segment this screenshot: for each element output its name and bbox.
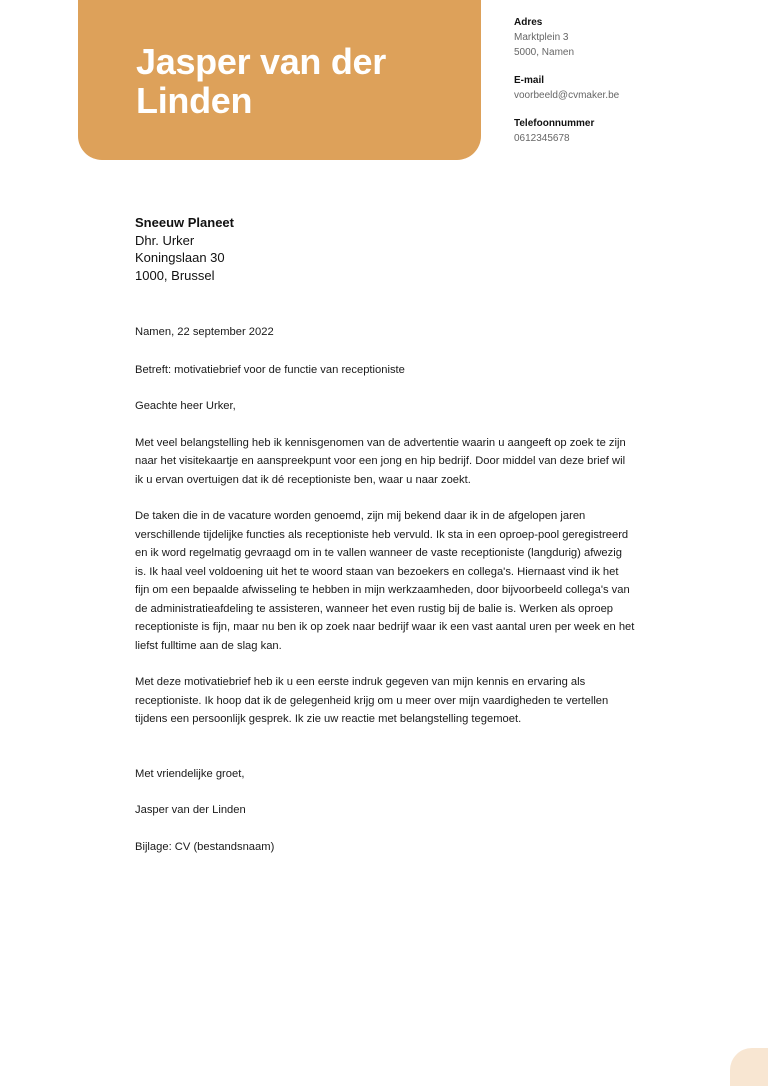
letter-body [135,323,635,856]
contact-address [514,16,754,60]
letter-salutation: Geachte heer Urker, [135,400,236,412]
address-line1: Marktplein 3 [514,32,569,43]
header-banner [78,0,481,160]
letter-attachment: Bijlage: CV (bestandsnaam) [135,840,275,853]
phone-label: Telefoonnummer [514,118,595,129]
recipient-address [135,214,635,284]
letter-paragraph-2: De taken die in de vacature worden genoemd, zijn mij bekend daar ik in de afgelopen jaren verschillende tijdelijke functies als receptioniste heb vervuld. Ik sta in een oproep-pool geregistreerd en ik word regelmatig gevraagd om in te vallen wanneer de vaste receptioniste (langdurig) afwezig is. Ik haal veel voldoening uit het te woord staan van bezoekers en collega's. Hiernaast vind ik het fijn om een bepaalde afwisseling te hebben in mijn werkzaamheden, door bijvoorbeeld collega's van de administratieafdeling te assisteren, wanneer het even rustig bij de balie is. Werken als oproep receptioniste is fijn, maar nu ben ik op zoek naar bedrijf waar ik een vast aantal uren per week en het liefst fulltime aan de slag kan. [135,510,635,652]
letter-signature: Jasper van der Linden [135,804,246,816]
applicant-name-line1: Jasper van der [136,41,386,82]
address-label: Adres [514,17,543,28]
recipient-street: Koningslaan 30 [135,250,225,265]
contact-info [514,16,754,160]
email-label: E-mail [514,75,545,86]
corner-decoration [730,1048,768,1086]
letter-paragraph-3: Met deze motivatiebrief heb ik u een eerste indruk gegeven van mijn kennis en ervaring als receptioniste. Ik hoop dat ik de gelegenheid krijg om u meer over mijn vaardigheden te vertellen tijdens een persoonlijk gesprek. Ik zie uw reactie met belangstelling tegemoet. [135,676,609,725]
address-line2: 5000, Namen [514,47,575,58]
applicant-name-line2: Linden [136,80,253,121]
recipient-city: 1000, Brussel [135,267,215,283]
contact-email [514,74,754,103]
letter-paragraph-1: Met veel belangstelling heb ik kennisgenomen van de advertentie waarin u aangeeft op zoek te zijn naar het visitekaartje en aanspreekpunt voor een jong en hip bedrijf. Door middel van deze brief wil ik u ervan overtuigen dat ik dé receptioniste ben, waar u naar zoekt. [135,436,626,486]
email-value: voorbeeld@cvmaker.be [514,90,620,101]
letter-closing: Met vriendelijke groet, [135,767,245,780]
letter-subject: Betreft: motivatiebrief voor de functie van receptioniste [135,363,405,376]
recipient-company: Sneeuw Planeet [135,215,234,230]
applicant-name [136,42,466,120]
contact-phone [514,117,754,146]
recipient-person: Dhr. Urker [135,232,195,248]
phone-value: 0612345678 [514,133,570,144]
letter-date: Namen, 22 september 2022 [135,326,274,338]
